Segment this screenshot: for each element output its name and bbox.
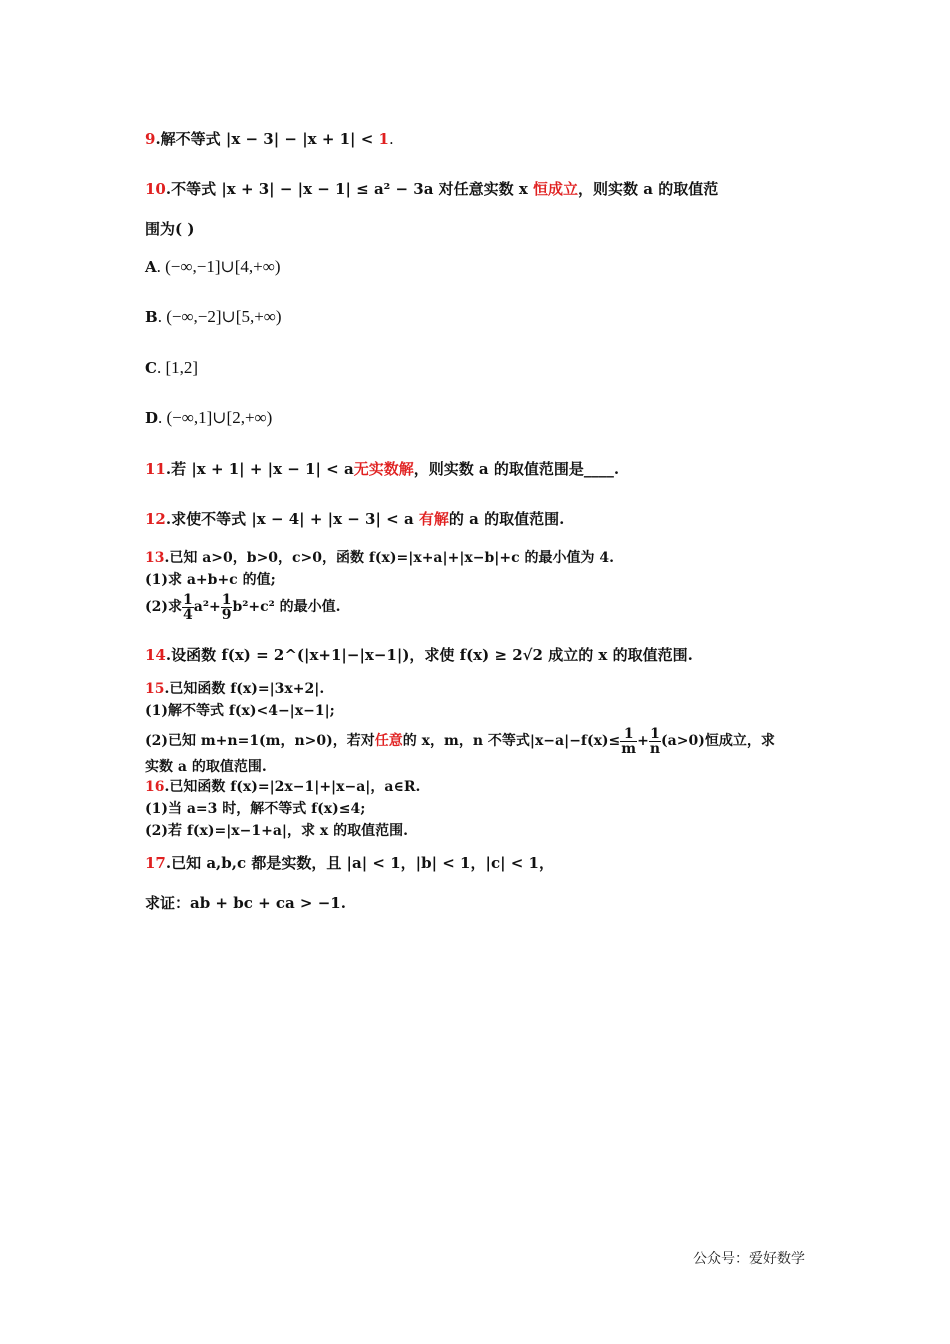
question-11-number: 11 (145, 460, 166, 478)
question-11 (145, 458, 619, 480)
question-14-number: 14 (145, 646, 166, 664)
question-13-part2-pre: (2)求 (145, 599, 182, 615)
option-c (145, 357, 198, 379)
question-9 (145, 128, 394, 150)
plus-sign: + (637, 733, 649, 749)
question-15-part1: (1)解不等式 f(x)<4−|x−1|; (145, 703, 335, 719)
question-10-number: 10 (145, 180, 166, 198)
fraction-numerator: 1 (620, 727, 637, 742)
question-15-number: 15 (145, 681, 165, 697)
fraction-denominator: 4 (183, 606, 193, 623)
fraction-numerator: 1 (183, 591, 193, 608)
question-16-text: .已知函数 f(x)=|2x−1|+|x−a|，a∈R. (164, 779, 421, 795)
question-13-number: 13 (145, 550, 165, 566)
question-14-text: .设函数 f(x) = 2^(|x+1|−|x−1|)，求使 f(x) ≥ 2√2 成立的 x 的取值范围. (165, 646, 693, 664)
footer-wechat: 公众号：爱好数学 (693, 1251, 805, 1267)
question-10 (145, 178, 718, 200)
question-13-part2-mid: a²+ (193, 599, 221, 615)
option-d-value: . (−∞,1]∪[2,+∞) (158, 408, 273, 427)
question-13 (145, 547, 614, 569)
question-12-end: 的 a 的取值范围. (448, 510, 565, 528)
option-d-label: D (145, 409, 159, 427)
question-13-text: .已知 a>0，b>0，c>0，函数 f(x)=|x+a|+|x−b|+c 的最小值为 4. (164, 550, 614, 566)
question-9-highlight: 1 (378, 130, 389, 148)
question-15 (145, 678, 324, 700)
question-17-line2: 求证：ab + bc + ca > −1. (145, 894, 346, 912)
question-10-line2: 围为( ) (145, 220, 195, 238)
question-9-number: 9 (145, 130, 156, 148)
option-c-value: . [1,2] (156, 358, 199, 377)
question-9-text: .解不等式 |x − 3| − |x + 1| < (155, 130, 379, 148)
question-15-highlight: 任意 (374, 733, 403, 749)
fraction-one-ninth (221, 593, 233, 622)
fraction-one-over-n (649, 727, 661, 756)
question-15-part2 (145, 726, 775, 756)
option-b (145, 306, 282, 328)
question-17 (145, 852, 554, 874)
option-a-label: A (145, 258, 157, 276)
fraction-numerator: 1 (221, 591, 232, 608)
question-12-highlight: 有解 (418, 510, 449, 528)
question-16 (145, 776, 420, 798)
option-a (145, 256, 281, 278)
question-9-end: . (388, 130, 394, 148)
question-15-part2-pre: (2)已知 m+n=1(m，n>0)，若对 (145, 733, 375, 749)
question-10-end: ，则实数 a 的取值范 (578, 180, 719, 198)
fraction-denominator: m (621, 740, 637, 757)
question-16-number: 16 (145, 779, 165, 795)
question-16-part2: (2)若 f(x)=|x−1+a|，求 x 的取值范围. (145, 823, 408, 839)
question-15-line3: 实数 a 的取值范围. (145, 759, 267, 775)
question-13-part1: (1)求 a+b+c 的值; (145, 572, 276, 588)
fraction-one-over-m (620, 727, 637, 756)
fraction-numerator: 1 (650, 725, 660, 742)
option-a-value: . (−∞,−1]∪[4,+∞) (156, 257, 281, 276)
question-11-highlight: 无实数解 (353, 460, 414, 478)
option-b-value: . (−∞,−2]∪[5,+∞) (157, 307, 282, 326)
question-17-text: .已知 a,b,c 都是实数，且 |a| < 1，|b| < 1，|c| < 1， (165, 854, 554, 872)
option-c-label: C (145, 359, 157, 377)
question-13-part2 (145, 592, 341, 622)
fraction-denominator: n (649, 740, 661, 757)
question-14 (145, 644, 693, 666)
question-10-text: .不等式 |x + 3| − |x − 1| ≤ a² − 3a 对任意实数 x (165, 180, 534, 198)
question-12 (145, 508, 564, 530)
question-11-end: ，则实数 a 的取值范围是____. (413, 460, 620, 478)
option-b-label: B (145, 308, 158, 326)
option-d (145, 407, 272, 429)
question-10-highlight: 恒成立 (533, 180, 579, 198)
question-13-part2-end: b²+c² 的最小值. (232, 599, 341, 615)
question-15-part2-end: (a>0)恒成立，求 (661, 733, 775, 749)
fraction-denominator: 9 (221, 606, 232, 623)
question-11-text: .若 |x + 1| + |x − 1| < a (165, 460, 354, 478)
question-17-number: 17 (145, 854, 166, 872)
question-12-text: .求使不等式 |x − 4| + |x − 3| < a (165, 510, 419, 528)
fraction-one-quarter (182, 593, 194, 622)
question-12-number: 12 (145, 510, 166, 528)
question-16-part1: (1)当 a=3 时，解不等式 f(x)≤4; (145, 801, 366, 817)
question-15-part2-mid: 的 x，m，n 不等式|x−a|−f(x)≤ (402, 733, 621, 749)
question-15-text: .已知函数 f(x)=|3x+2|. (164, 681, 325, 697)
